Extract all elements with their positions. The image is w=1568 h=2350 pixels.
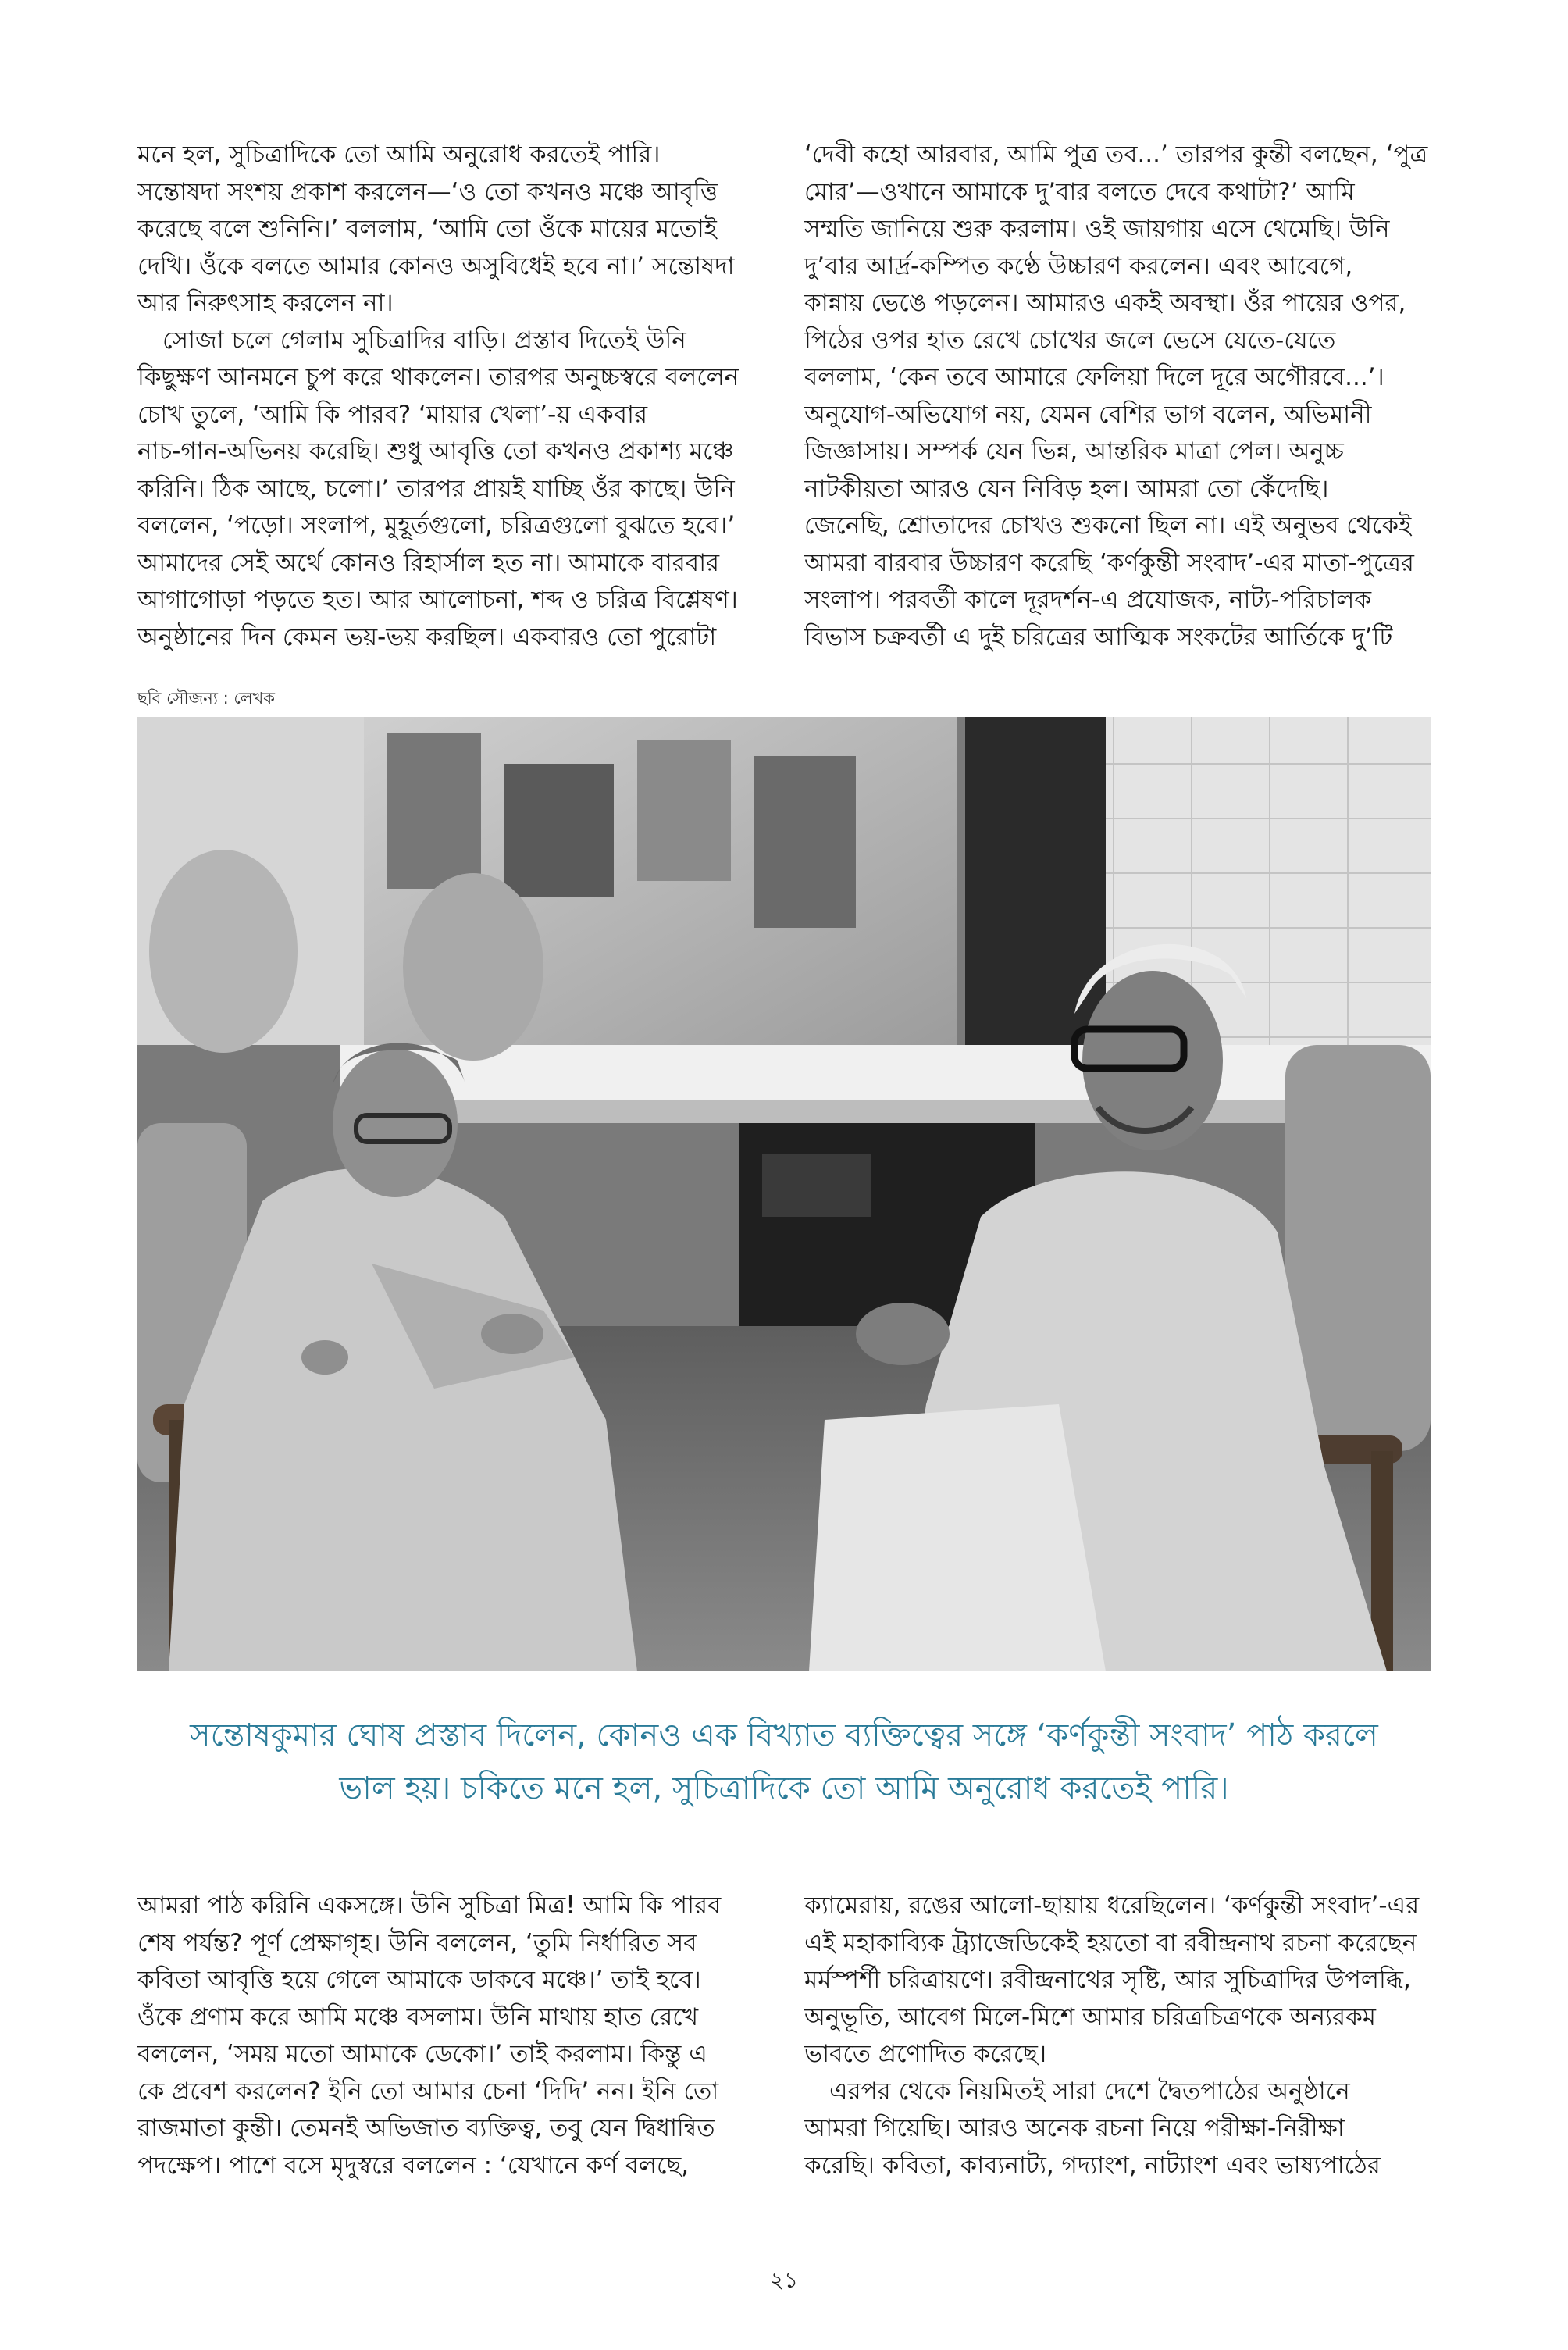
text-line: কিছুক্ষণ আনমনে চুপ করে থাকলেন। তারপর অনুচ্চস্বরে বললেন <box>137 363 739 391</box>
text-line: অনুযোগ-অভিযোগ নয়, যেমন বেশির ভাগ বলেন, অভিমানী <box>804 400 1372 429</box>
text-line: বললেন, ‘সময় মতো আমাকে ডেকো।’ তাই করলাম। কিন্তু এ <box>137 2040 707 2068</box>
text-line: কান্নায় ভেঙে পড়লেন। আমারও একই অবস্থা। ওঁর পায়ের ওপর, <box>804 289 1406 317</box>
photograph <box>137 717 1431 1671</box>
text-line: নাটকীয়তা আরও যেন নিবিড় হল। আমরা তো কেঁদেছি। <box>804 474 1329 503</box>
text-line: সন্তোষদা সংশয় প্রকাশ করলেন—‘ও তো কখনও মঞ্চে আবৃত্তি <box>137 177 718 206</box>
text-line: চোখ তুলে, ‘আমি কি পারব? ‘মায়ার খেলা’-য় একবার <box>137 400 647 429</box>
text-line: ‘দেবী কহো আরবার, আমি পুত্র তব...’ তারপর কুন্তী বলছেন, ‘পুত্র <box>804 141 1428 169</box>
text-line: পদক্ষেপ। পাশে বসে মৃদুস্বরে বললেন : ‘যেখানে কর্ণ বলছে, <box>137 2151 690 2180</box>
text-line: দেখি। ওঁকে বলতে আমার কোনও অসুবিধেই হবে না।’ সন্তোষদা <box>137 251 735 280</box>
text-line: বললেন, ‘পড়ো। সংলাপ, মুহূর্তগুলো, চরিত্রগুলো বুঝতে হবে।’ <box>137 512 736 540</box>
text-line: করিনি। ঠিক আছে, চলো।’ তারপর প্রায়ই যাচ্ছি ওঁর কাছে। উনি <box>137 474 735 503</box>
text-line: দু’বার আর্দ্র-কম্পিত কণ্ঠে উচ্চারণ করলেন। এবং আবেগে, <box>804 251 1353 280</box>
text-line: আমরা বারবার উচ্চারণ করেছি ‘কর্ণকুন্তী সংবাদ’-এর মাতা-পুত্রের <box>804 548 1414 577</box>
text-line: ভাবতে প্রণোদিত করেছে। <box>804 2040 1047 2068</box>
bottom-right-column <box>804 1888 1452 2184</box>
text-line: সম্মতি জানিয়ে শুরু করলাম। ওই জায়গায় এসে থেমেছি। উনি <box>804 215 1390 243</box>
pull-quote-line: ভাল হয়। চকিতে মনে হল, সুচিত্রাদিকে তো আমি অনুরোধ করতেই পারি। <box>339 1771 1229 1806</box>
text-line: আমাদের সেই অর্থে কোনও রিহার্সাল হত না। আমাকে বারবার <box>137 548 720 577</box>
text-line: শেষ পর্যন্ত? পূর্ণ প্রেক্ষাগৃহ। উনি বললেন, ‘তুমি নির্ধারিত সব <box>137 1928 697 1957</box>
text-line: অনুভূতি, আবেগ মিলে-মিশে আমার চরিত্রচিত্রণকে অন্যরকম <box>804 2002 1376 2031</box>
text-line: মর্মস্পর্শী চরিত্রায়ণে। রবীন্দ্রনাথের সৃষ্টি, আর সুচিত্রাদির উপলব্ধি, <box>804 1966 1411 1994</box>
text-line: বললাম, ‘কেন তবে আমারে ফেলিয়া দিলে দূরে অগৌরবে...’। <box>804 363 1384 391</box>
text-line: জেনেছি, শ্রোতাদের চোখও শুকনো ছিল না। এই অনুভব থেকেই <box>804 512 1412 540</box>
text-line: এই মহাকাব্যিক ট্র্যাজেডিকেই হয়তো বা রবীন্দ্রনাথ রচনা করেছেন <box>804 1928 1417 1957</box>
text-line: আমরা গিয়েছি। আরও অনেক রচনা নিয়ে পরীক্ষা-নিরীক্ষা <box>804 2114 1345 2142</box>
text-line: কে প্রবেশ করলেন? ইনি তো আমার চেনা ‘দিদি’ নন। ইনি তো <box>137 2077 719 2106</box>
text-line: করেছি। কবিতা, কাব্যনাট্য, গদ্যাংশ, নাট্যাংশ এবং ভাষ্যপাঠের <box>804 2151 1381 2180</box>
text-line: আগাগোড়া পড়তে হত। আর আলোচনা, শব্দ ও চরিত্র বিশ্লেষণ। <box>137 586 738 614</box>
bottom-left-column <box>137 1888 786 2184</box>
top-left-column <box>137 137 786 656</box>
text-line: সোজা চলে গেলাম সুচিত্রাদির বাড়ি। প্রস্তাব দিতেই উনি <box>162 326 686 355</box>
text-line: আর নিরুৎসাহ করলেন না। <box>137 289 394 317</box>
text-line: কবিতা আবৃত্তি হয়ে গেলে আমাকে ডাকবে মঞ্চে।’ তাই হবে। <box>137 1966 701 1994</box>
text-line: মোর’—ওখানে আমাকে দু’বার বলতে দেবে কথাটা?’ আমি <box>804 177 1355 206</box>
text-line: এরপর থেকে নিয়মিতই সারা দেশে দ্বৈতপাঠের অনুষ্ঠানে <box>829 2077 1350 2106</box>
text-line: বিভাস চক্রবর্তী এ দুই চরিত্রের আত্মিক সংকটের আর্তিকে দু’টি <box>804 622 1393 651</box>
text-line: ওঁকে প্রণাম করে আমি মঞ্চে বসলাম। উনি মাথায় হাত রেখে <box>137 2002 699 2031</box>
text-line: মনে হল, সুচিত্রাদিকে তো আমি অনুরোধ করতেই পারি। <box>137 141 661 169</box>
pull-quote-line: সন্তোষকুমার ঘোষ প্রস্তাব দিলেন, কোনও এক বিখ্যাত ব্যক্তিত্বের সঙ্গে ‘কর্ণকুন্তী সংবাদ’ পাঠ করলে <box>190 1717 1378 1753</box>
text-line: করেছে বলে শুনিনি।’ বললাম, ‘আমি তো ওঁকে মায়ের মতোই <box>137 215 717 243</box>
top-right-column <box>804 137 1452 656</box>
text-line: নাচ-গান-অভিনয় করেছি। শুধু আবৃত্তি তো কখনও প্রকাশ্য মঞ্চে <box>137 437 734 465</box>
text-line: সংলাপ। পরবর্তী কালে দূরদর্শন-এ প্রযোজক, নাট্য-পরিচালক <box>804 586 1372 614</box>
pull-quote <box>137 1709 1431 1815</box>
text-line: রাজমাতা কুন্তী। তেমনই অভিজাত ব্যক্তিত্ব, তবু যেন দ্বিধান্বিত <box>137 2114 715 2142</box>
text-line: আমরা পাঠ করিনি একসঙ্গে। উনি সুচিত্রা মিত্র! আমি কি পারব <box>137 1892 722 1920</box>
photo-credit: ছবি সৌজন্য : লেখক <box>137 689 275 708</box>
text-line: জিজ্ঞাসায়। সম্পর্ক যেন ভিন্ন, আন্তরিক মাত্রা পেল। অনুচ্চ <box>804 437 1344 465</box>
page-number: ২১ <box>769 2267 799 2293</box>
text-line: পিঠের ওপর হাত রেখে চোখের জলে ভেসে যেতে-যেতে <box>804 326 1336 355</box>
text-line: অনুষ্ঠানের দিন কেমন ভয়-ভয় করছিল। একবারও তো পুরোটা <box>137 622 717 651</box>
text-line: ক্যামেরায়, রঙের আলো-ছায়ায় ধরেছিলেন। ‘কর্ণকুন্তী সংবাদ’-এর <box>804 1892 1420 1920</box>
